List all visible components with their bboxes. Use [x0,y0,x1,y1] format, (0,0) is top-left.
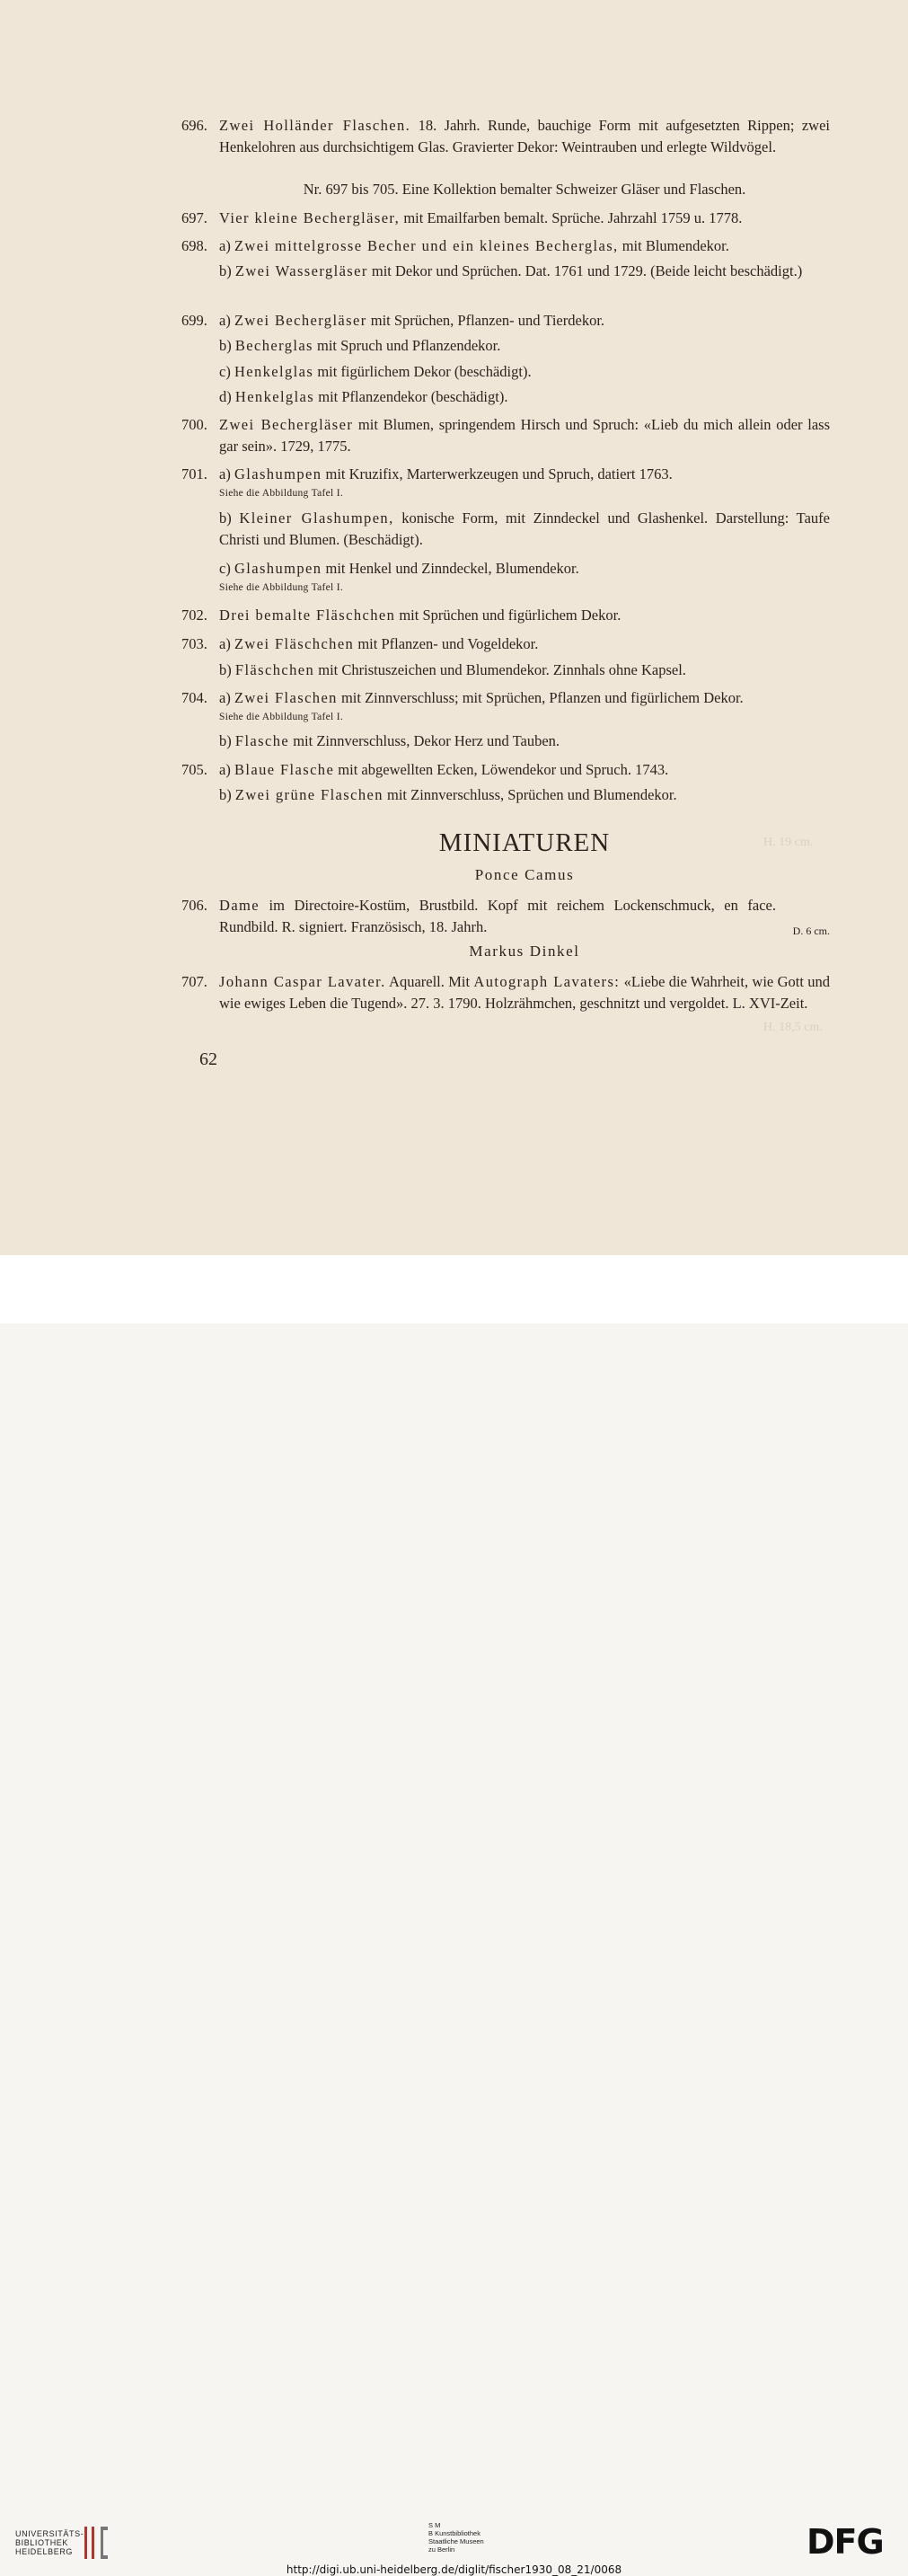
smb-line: B Kunstbibliothek [428,2529,480,2537]
viewer-footer [0,1255,908,2576]
collection-note: Nr. 697 bis 705. Eine Kollektion bemalter Schweizer Gläser und Flaschen. [303,181,746,198]
entry-number: 703. [181,635,207,652]
entry-number: 699. [181,312,207,329]
entry-number: 704. [181,689,207,706]
entry-heading: Glashumpen [234,465,322,482]
plate-reference: Siehe die Abbildung Tafel I. [219,582,344,593]
library-emblem-icon [83,2524,110,2562]
entry-description: mit Blumen, springendem Hirsch und Spruch: «Lieb du mich allein oder lass gar sein». 1729, 1775. [219,416,830,455]
entry-heading: Henkelglas [234,363,314,380]
library-name-line: BIBLIOTHEK [15,2538,69,2547]
sub-item-label: b) [219,732,235,749]
entry-heading: Zwei Flaschen [234,689,338,706]
entry-text [219,895,830,937]
bleed-through-text: H. 18,5 cm. [763,1021,823,1034]
entry-heading: Flasche [234,732,290,749]
smb-line: Staatliche Museen [428,2537,484,2545]
entry-heading: Zwei Bechergläser [234,312,367,329]
entry-heading: Fläschchen [234,661,315,678]
sub-item-label: a) [219,635,234,652]
entry-heading: Dame [219,897,260,914]
catalog-subentry-701c [219,558,830,580]
entry-number: 705. [181,761,207,778]
sub-item-label: d) [219,388,235,405]
entry-heading: Zwei grüne Flaschen [234,786,383,803]
entry-text [219,208,830,229]
section-title: MINIATUREN [438,828,611,857]
entry-heading: Becherglas [234,337,313,354]
sub-item-label: b) [219,262,235,279]
catalog-entry-697 [181,208,830,229]
sub-item-label: a) [219,237,234,254]
entry-description: «Liebe die Wahrheit, wie Gott und wie ewiges Leben die Tugend». 27. 3. 1790. Holzrähmchen, geschnitzt und vergoldet. L. XVI-Zeit. [219,973,830,1012]
catalog-entry-704 [181,687,830,709]
bleed-through-text: H. 19 cm. [763,836,814,849]
entry-text [219,464,830,485]
plate-reference: Siehe die Abbildung Tafel I. [219,488,344,499]
entry-heading: Vier kleine Bechergläser, [219,209,401,226]
page-number: 62 [199,1049,217,1069]
catalog-entry-696 [181,115,830,157]
catalog-entry-706 [181,895,830,937]
entry-heading: Henkelglas [234,388,315,405]
catalog-subentry-699c [219,361,830,383]
entry-heading: Blaue Flasche [234,761,335,778]
catalog-entry-699 [181,310,830,332]
sub-item-label: c) [219,363,234,380]
entry-number: 700. [181,416,207,433]
source-url[interactable]: http://digi.ub.uni-heidelberg.de/diglit/fischer1930_08_21/0068 [286,2563,622,2576]
library-name-line: HEIDELBERG [15,2547,74,2556]
entry-description: mit Zinnverschluss; mit Sprüchen, Pflanzen und figürlichem Dekor. [337,689,744,706]
entry-number: 707. [181,973,207,990]
entry-heading: Glashumpen [234,560,322,577]
entry-description: mit Kruzifix, Marterwerkzeugen und Spruch, datiert 1763. [322,465,673,482]
entry-heading: Zwei Holländer Flaschen. [219,117,411,134]
sub-item-label: a) [219,689,234,706]
entry-description: mit figürlichem Dekor (beschädigt). [313,363,532,380]
catalog-subentry-701b [219,508,830,550]
catalog-subentry-699d [219,386,830,408]
entry-description: mit Pflanzen- und Vogeldekor. [354,635,539,652]
entry-number: 701. [181,465,207,482]
smb-logo[interactable] [428,2521,484,2554]
entry-description: mit Pflanzendekor (beschädigt). [314,388,508,405]
entry-description: mit Zinnverschluss, Dekor Herz und Tauben. [289,732,560,749]
dimensions: D. 6 cm. [792,925,830,937]
entry-heading: Autograph Lavaters: [473,973,621,990]
entry-description: mit Sprüchen, Pflanzen- und Tierdekor. [366,312,605,329]
catalog-entry-698 [181,235,830,257]
entry-text [219,414,830,456]
entry-description: mit Spruch und Pflanzendekor. [313,337,501,354]
entry-description: konische Form, mit Zinndeckel und Glashenkel. Darstellung: Taufe Christi und Blumen. (Beschädigt). [219,509,830,548]
sub-item-label: a) [219,312,234,329]
catalog-entry-701 [181,464,830,485]
entry-description: Aquarell. Mit [385,973,474,990]
catalog-subentry-704b [219,730,830,752]
catalog-subentry-699b [219,335,830,357]
entry-text [219,310,830,332]
entry-number: 697. [181,209,207,226]
entry-description: mit Dekor und Sprüchen. Dat. 1761 und 1729. (Beide leicht beschädigt.) [367,262,803,279]
entry-text [219,115,830,157]
entry-description: mit Blumendekor. [618,237,729,254]
entry-text [219,633,830,655]
catalog-entry-702 [181,605,830,626]
catalog-entry-707 [181,971,830,1014]
entry-text [219,759,830,781]
entry-text [219,605,830,626]
smb-line: zu Berlin [428,2545,455,2554]
entry-number: 696. [181,117,207,134]
entry-text [219,235,830,257]
entry-description: mit Christuszeichen und Blumendekor. Zinnhals ohne Kapsel. [314,661,686,678]
catalog-entry-700 [181,414,830,456]
sub-item-label: b) [219,786,235,803]
entry-heading: Zwei Wassergläser [234,262,368,279]
library-name-line: UNIVERSITÄTS- [15,2529,84,2538]
sub-item-label: b) [219,337,235,354]
plate-reference: Siehe die Abbildung Tafel I. [219,712,344,722]
entry-heading: Kleiner Glashumpen, [239,509,394,527]
entry-number: 702. [181,606,207,624]
entry-heading: Zwei Bechergläser [219,416,354,433]
entry-description: mit abgewellten Ecken, Löwendekor und Spruch. 1743. [334,761,669,778]
entry-description: im Directoire-Kostüm, Brustbild. Kopf mit reichem Lockenschmuck, en face. Rundbild. R. signiert. Französisch, 18. Jahrh. [219,897,776,935]
catalog-subentry-705b [219,784,830,806]
artist-name: Markus Dinkel [469,943,580,960]
entry-number: 698. [181,237,207,254]
sub-item-label: c) [219,560,234,577]
entry-heading: Drei bemalte Fläschchen [219,606,396,624]
scanned-page [0,0,908,1255]
library-logo[interactable] [15,2529,84,2556]
sub-item-label: a) [219,761,234,778]
catalog-entry-703 [181,633,830,655]
artist-name: Ponce Camus [474,866,575,883]
sub-item-label: b) [219,509,240,527]
entry-heading: Zwei mittelgrosse Becher und ein kleines Becherglas, [234,237,619,254]
entry-description: mit Sprüchen und figürlichem Dekor. [395,606,621,624]
sub-item-label: b) [219,661,235,678]
catalog-entry-705 [181,759,830,781]
entry-description: mit Henkel und Zinndeckel, Blumendekor. [322,560,579,577]
sub-item-label: a) [219,465,234,482]
entry-heading: Zwei Fläschchen [234,635,355,652]
entry-description: mit Zinnverschluss, Sprüchen und Blumendekor. [383,786,677,803]
entry-description: mit Emailfarben bemalt. Sprüche. Jahrzahl 1759 u. 1778. [400,209,743,226]
smb-line: S M [428,2521,441,2529]
entry-heading: Johann Caspar Lavater. [219,973,386,990]
dfg-logo[interactable]: DFG [807,2522,884,2562]
catalog-subentry-698b [219,261,830,282]
entry-number: 706. [181,897,207,914]
entry-description: 18. Jahrh. Runde, bauchige Form mit aufgesetzten Rippen; zwei Henkelohren aus durchsichtigem Glas. Gravierter Dekor: Weintrauben und erlegte Wildvögel. [219,117,830,155]
entry-text [219,687,830,709]
entry-text [219,971,830,1014]
catalog-subentry-703b [219,659,830,681]
